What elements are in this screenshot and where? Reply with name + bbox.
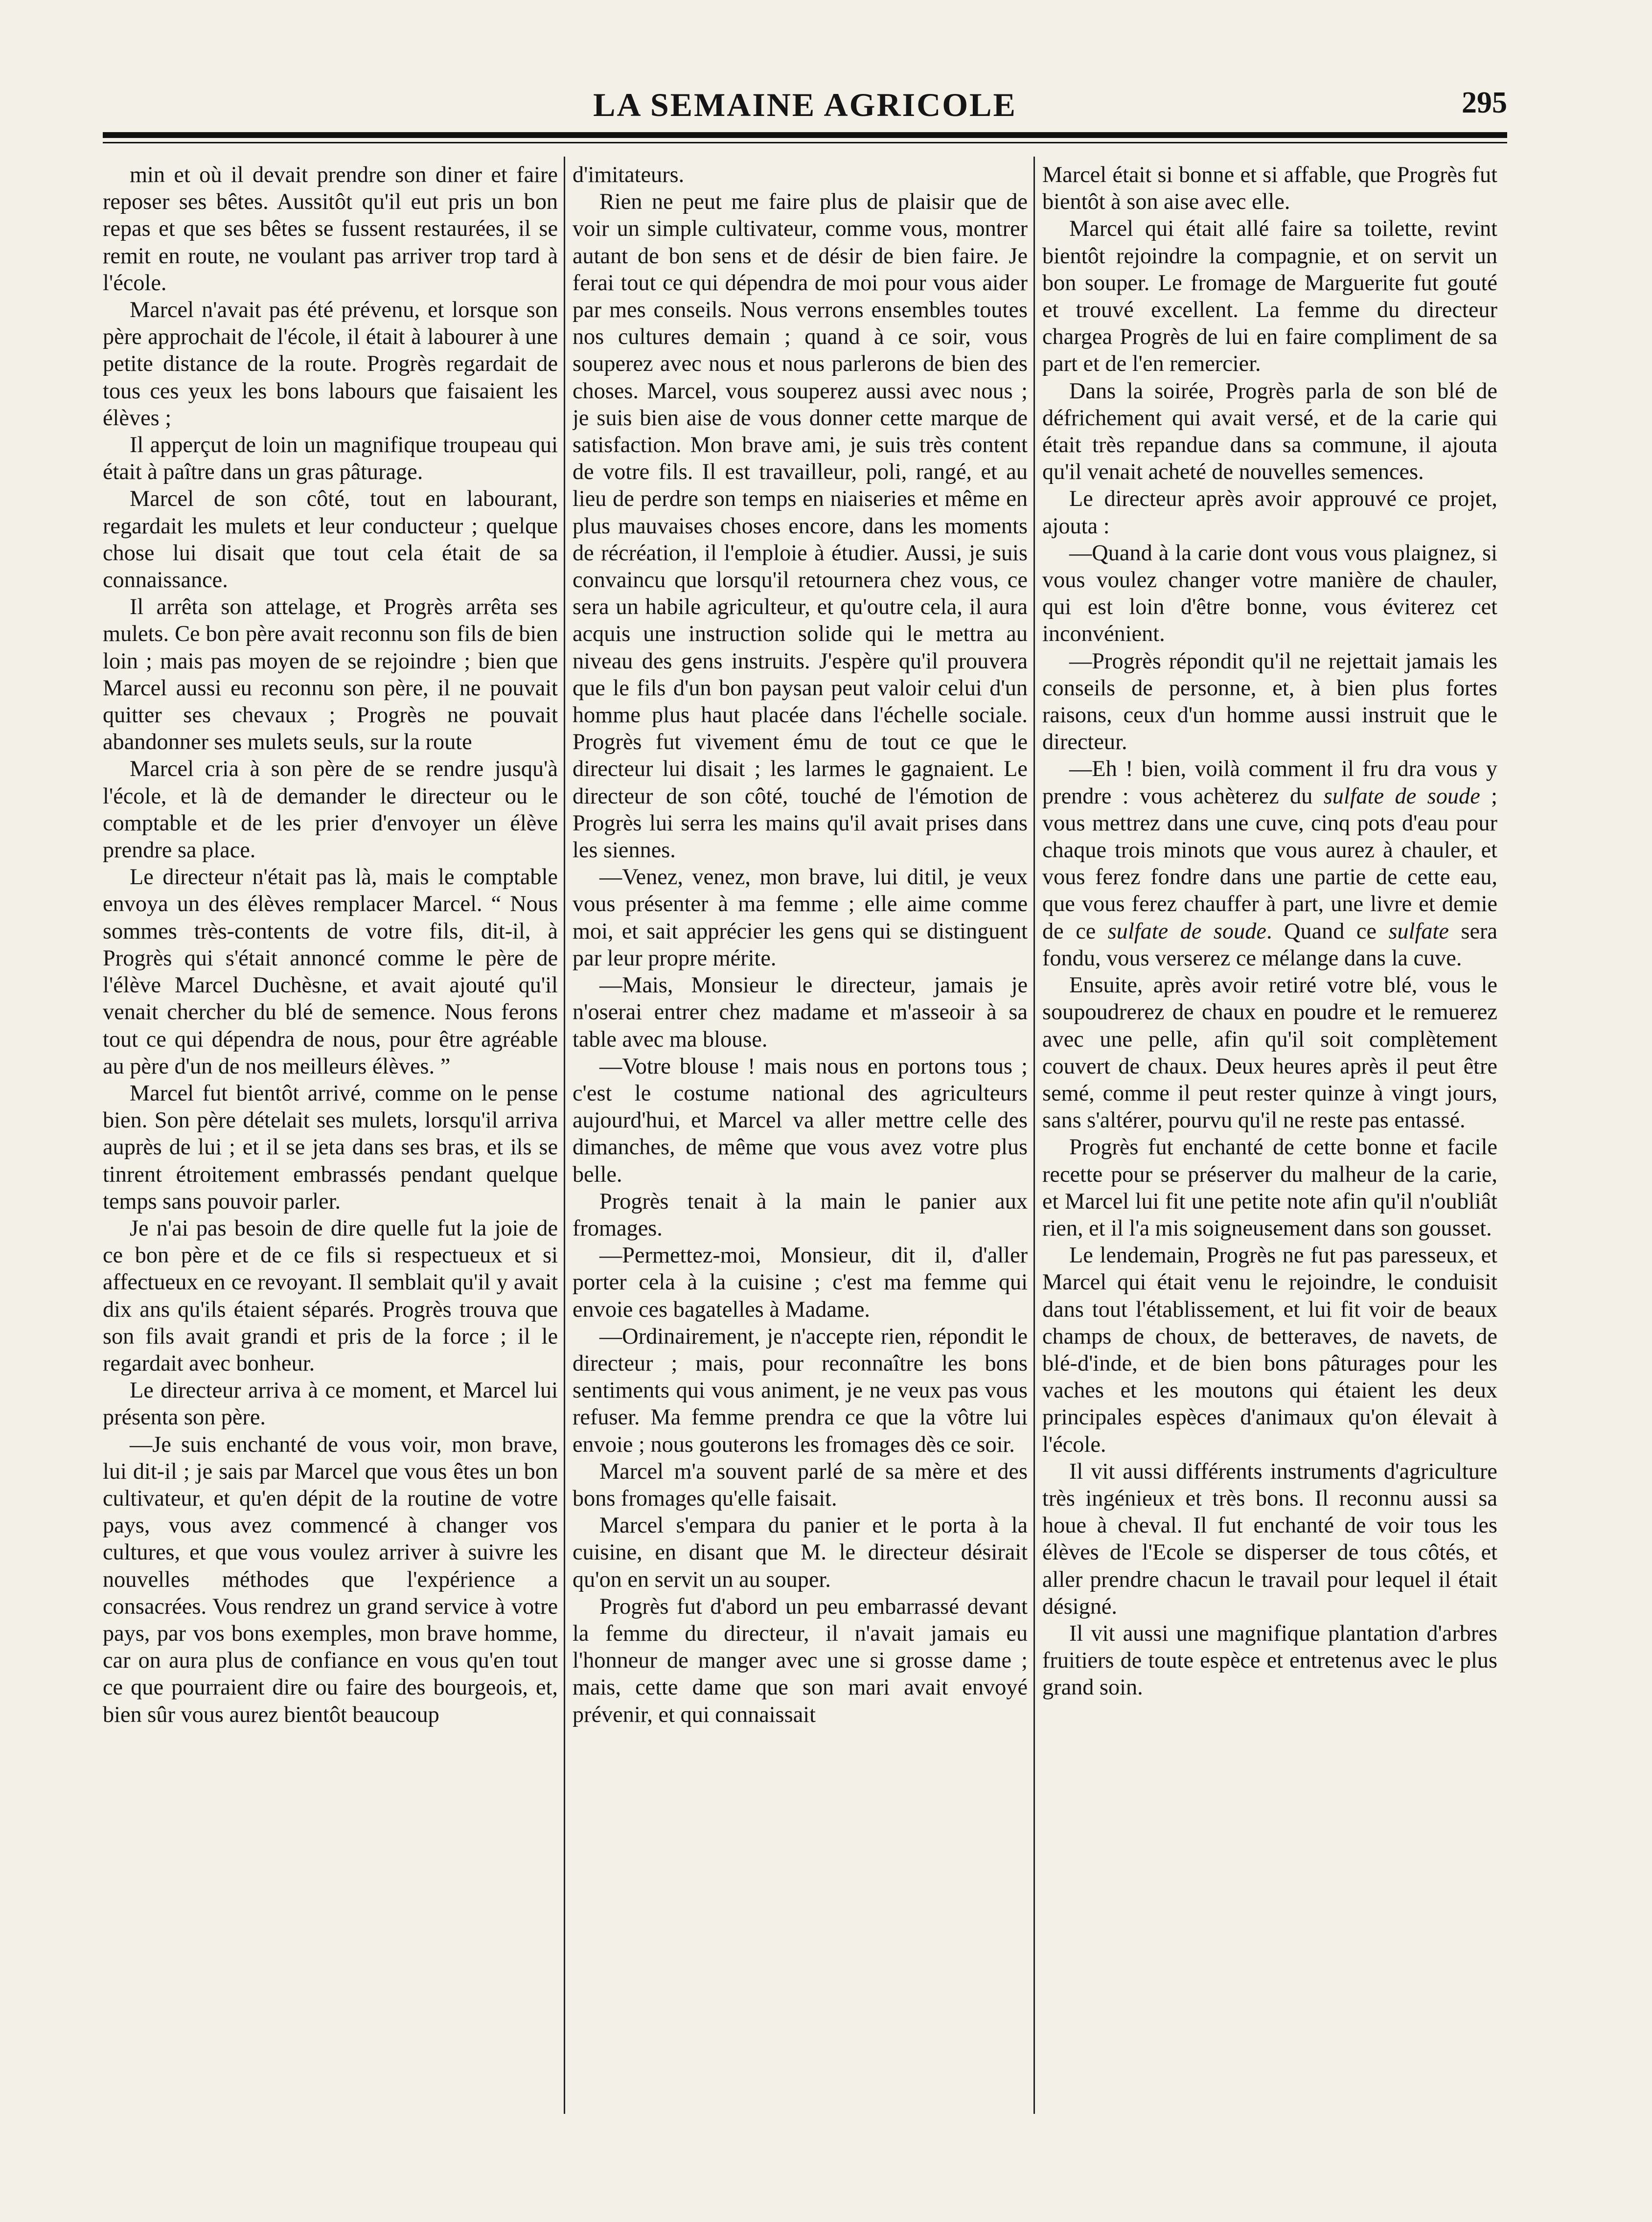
paragraph: Marcel cria à son père de se rendre jusqu'à l'école, et là de demander le directeur ou le comptable et de les prier d'envoyer un élève prendre sa place.: [103, 756, 558, 863]
paragraph: Dans la soirée, Progrès parla de son blé de défrichement qui avait versé, et de la carie qui était très repandue dans sa commune, il ajouta qu'il venait acheté de nouvelles semences.: [1042, 378, 1497, 485]
paragraph: Progrès fut enchanté de cette bonne et facile recette pour se préserver du malheur de la carie, et Marcel lui fit une petite note afin qu'il n'oubliât rien, et il l'a mis soigneusement dans son gousset.: [1042, 1135, 1497, 1241]
paragraph: Marcel qui était allé faire sa toilette, revint bientôt rejoindre la compagnie, et on servit un bon souper. Le fromage de Marguerite fut gouté et trouvé excellent. La femme du directeur chargea Progrès de lui en faire compliment de sa part et de l'en remercier.: [1042, 216, 1497, 377]
paragraph: Progrès fut d'abord un peu embarrassé devant la femme du directeur, il n'avait jamais eu l'honneur de manger avec une si grosse dame ; mais, cette dame que son mari avait envoyé prévenir, et qui connaissait: [573, 1594, 1028, 1727]
paragraph: —Je suis enchanté de vous voir, mon brave, lui dit-il ; je sais par Marcel que vous êtes un bon cultivateur, et qu'en dépit de la routine de votre pays, vous avez commencé à changer vos cultures, et que vous voulez arriver à suivre les nouvelles méthodes que l'expérience a consacrées. Vous rendrez un grand service à votre pays, par vos bons exemples, mon brave homme, car on aura plus de confiance en vous qu'en tout ce que pourraient dire ou faire des bourgeois, et, bien sûr vous aurez bientôt beaucoup: [103, 1432, 558, 1727]
column-divider: [564, 157, 565, 2114]
paragraph: Marcel s'empara du panier et le porta à la cuisine, en disant que M. le directeur désirait qu'on en servit un au souper.: [573, 1513, 1028, 1592]
text-column-2: [573, 161, 1028, 2114]
paragraph: —Quand à la carie dont vous vous plaignez, si vous voulez changer votre manière de chauler, qui est loin d'être bonne, vous éviterez cet inconvénient.: [1042, 540, 1497, 647]
paragraph: —Progrès répondit qu'il ne rejettait jamais les conseils de personne, et, à bien plus fortes raisons, ceux d'un homme aussi instruit que le directeur.: [1042, 648, 1497, 755]
paragraph: Le directeur arriva à ce moment, et Marcel lui présenta son père.: [103, 1378, 558, 1430]
paragraph: min et où il devait prendre son diner et faire reposer ses bêtes. Aussitôt qu'il eut pris un bon repas et que ses bêtes se fussent restaurées, il se remit en route, ne voulant pas arriver trop tard à l'école.: [103, 162, 558, 296]
paragraph: Marcel m'a souvent parlé de sa mère et des bons fromages qu'elle faisait.: [573, 1459, 1028, 1511]
header-rule: [103, 132, 1507, 138]
paragraph: d'imitateurs.: [573, 162, 685, 187]
paragraph: Le lendemain, Progrès ne fut pas paresseux, et Marcel qui était venu le rejoindre, le conduisit dans tout l'établissement, et lui fit voir de beaux champs de choux, de betteraves, de navets, de blé-d'inde, et de bien bons pâturages pour les vaches et les moutons qui étaient les deux principales espèces d'animaux qu'on élevait à l'école.: [1042, 1243, 1497, 1457]
text-column-1: [103, 161, 558, 2114]
paragraph: —Votre blouse ! mais nous en portons tous ; c'est le costume national des agriculteurs aujourd'hui, et Marcel va aller mettre celle des dimanches, de même que vous avez votre plus belle.: [573, 1054, 1028, 1187]
paragraph: Ensuite, après avoir retiré votre blé, vous le soupoudrerez de chaux en poudre et le remuerez avec une pelle, afin qu'il soit complètement couvert de chaux. Deux heures après il peut être semé, comme il peut rester quinze à vingt jours, sans s'altérer, pourvu qu'il ne reste pas entassé.: [1042, 973, 1497, 1133]
paragraph: Marcel était si bonne et si affable, que Progrès fut bientôt à son aise avec elle.: [1042, 162, 1497, 215]
paragraph: Progrès tenait à la main le panier aux fromages.: [573, 1189, 1028, 1241]
paragraph: —Permettez-moi, Monsieur, dit il, d'aller porter cela à la cuisine ; c'est ma femme qui envoie ces bagatelles à Madame.: [573, 1243, 1028, 1322]
paragraph: Je n'ai pas besoin de dire quelle fut la joie de ce bon père et de ce fils si respectueux et si affectueux en ce revoyant. Il semblait qu'il y avait dix ans qu'ils étaient séparés. Progrès trouva que son fils avait grandi et pris de la force ; il le regardait avec bonheur.: [103, 1215, 558, 1376]
paragraph: Marcel fut bientôt arrivé, comme on le pense bien. Son père dételait ses mulets, lorsqu'il arriva auprès de lui ; et il se jeta dans ses bras, et ils se tinrent étroitement embrassés pendant quelque temps sans pouvoir parler.: [103, 1080, 558, 1214]
paragraph: Le directeur n'était pas là, mais le comptable envoya un des élèves remplacer Marcel. “ Nous sommes très-contents de votre fils, dit-il, à Progrès qui s'était annoncé comme le père de l'élève Marcel Duchèsne, et avait ajouté qu'il venait chercher du blé de semence. Nous ferons tout ce qui dépendra de nous, pour être agréable au père d'un de nos meilleurs élèves. ”: [103, 865, 558, 1079]
paragraph: Marcel n'avait pas été prévenu, et lorsque son père approchait de l'école, il était à labourer à une petite distance de la route. Progrès regardait de tous ces yeux les bons labours que faisaient les élèves ;: [103, 298, 558, 431]
page-number: 295: [1462, 86, 1507, 119]
paragraph: Le directeur après avoir approuvé ce projet, ajouta :: [1042, 486, 1497, 539]
paragraph: —Ordinairement, je n'accepte rien, répondit le directeur ; mais, pour reconnaître les bons sentiments qui vous animent, je ne veux pas vous refuser. Ma femme prendra ce que la vôtre lui envoie ; nous gouterons les fromages dès ce soir.: [573, 1324, 1028, 1457]
column-divider: [1033, 157, 1035, 2114]
paragraph: Il apperçut de loin un magnifique troupeau qui était à paître dans un gras pâturage.: [103, 433, 558, 485]
journal-title: LA SEMAINE AGRICOLE: [593, 86, 1017, 123]
text-column-3: [1042, 161, 1497, 2114]
paragraph: Rien ne peut me faire plus de plaisir que de voir un simple cultivateur, comme vous, montrer autant de bon sens et de désir de bien faire. Je ferai tout ce qui dépendra de moi pour vous aider par mes conseils. Nous verrons ensembles toutes nos cultures demain ; quand à ce soir, vous souperez avec nous et nous parlerons de bien des choses. Marcel, vous souperez aussi avec nous ; je suis bien aise de vous donner cette marque de satisfaction. Mon brave ami, je suis très content de votre fils. Il est travailleur, poli, rangé, et au lieu de perdre son temps en niaiseries et même en plus mauvaises choses encore, dans les moments de récréation, il l'emploie à étudier. Aussi, je suis convaincu que lorsqu'il retournera chez vous, ce sera un habile agriculteur, et qu'outre cela, il aura acquis une instruction solide qui le mettra au niveau des gens instruits. J'espère qu'il prouvera que le fils d'un bon paysan peut valoir celui d'un homme plus haut placée dans l'échelle sociale. Progrès fut vivement ému de tout ce que le directeur lui disait ; les larmes le gagnaient. Le directeur de son côté, touché de l'émotion de Progrès lui serra les mains qu'il avait prises dans les siennes.: [573, 189, 1028, 863]
paragraph: —Mais, Monsieur le directeur, jamais je n'oserai entrer chez madame et m'asseoir à sa table avec ma blouse.: [573, 973, 1028, 1052]
paragraph: Il arrêta son attelage, et Progrès arrêta ses mulets. Ce bon père avait reconnu son fils de bien loin ; mais pas moyen de se rejoindre ; bien que Marcel aussi eu reconnu son père, il ne pouvait quitter ses chevaux ; Progrès ne pouvait abandonner ses mulets seuls, sur la route: [103, 595, 558, 755]
paragraph: —Venez, venez, mon brave, lui ditil, je veux vous présenter à ma femme ; elle aime comme moi, et sait apprécier les gens qui se distinguent par leur propre mérite.: [573, 865, 1028, 971]
paragraph: —Eh ! bien, voilà comment il fru dra vous y prendre : vous achèterez du sulfate de soude ; vous mettrez dans une cuve, cinq pots d'eau pour chaque trois minots que vous aurez à chauler, et vous ferez fondre dans une partie de cette eau, que vous ferez chauffer à part, une livre et demie de ce sulfate de soude. Quand ce sulfate sera fondu, vous verserez ce mélange dans la cuve.: [1042, 756, 1497, 971]
header-rule-thin: [103, 142, 1507, 143]
paragraph: Il vit aussi différents instruments d'agriculture très ingénieux et très bons. Il reconnu aussi sa houe à cheval. Il fut enchanté de voir tous les élèves de l'Ecole se disperser de tous côtés, et aller prendre chacun le travail pour lequel il était désigné.: [1042, 1459, 1497, 1619]
paragraph: Marcel de son côté, tout en labourant, regardait les mulets et leur conducteur ; quelque chose lui disait que tout cela était de sa connaissance.: [103, 486, 558, 593]
page-header: [103, 73, 1507, 122]
paragraph: Il vit aussi une magnifique plantation d'arbres fruitiers de toute espèce et entretenus avec le plus grand soin.: [1042, 1621, 1497, 1700]
